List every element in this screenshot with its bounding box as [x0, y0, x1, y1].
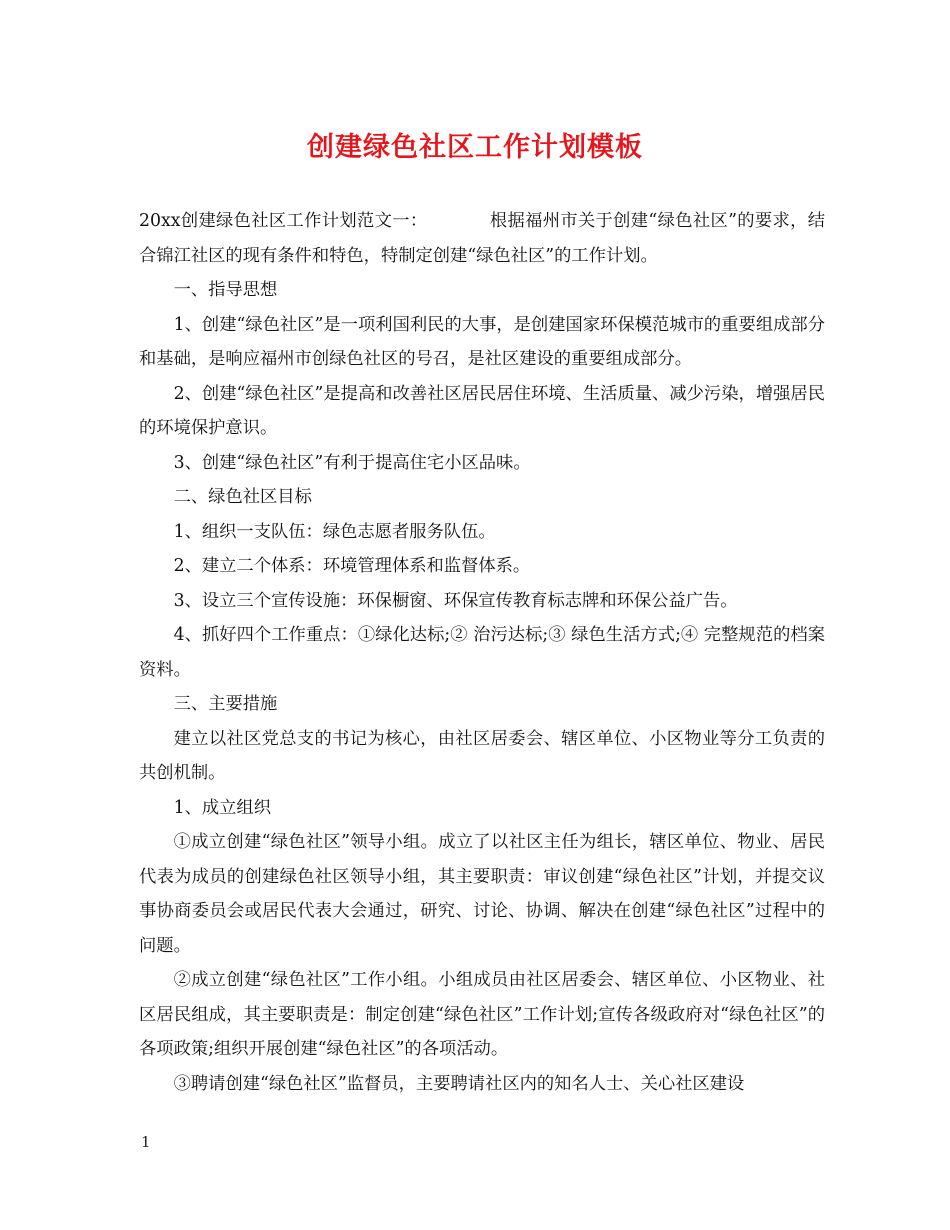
paragraph: 1、创建“绿色社区”是一项利国利民的大事，是创建国家环保模范城市的重要组成部分和基础，是响应福州市创绿色社区的号召，是社区建设的重要组成部分。: [139, 314, 825, 369]
subheading-organization: 1、成立组织: [173, 797, 271, 818]
document-body: [139, 204, 825, 1101]
paragraph: 4、抓好四个工作重点：①绿化达标;② 治污达标;③ 绿色生活方式;④ 完整规范的档案资料。: [139, 625, 825, 680]
intro-lead: 20xx创建绿色社区工作计划范文一：: [139, 211, 428, 231]
paragraph: 2、创建“绿色社区”是提高和改善社区居民居住环境、生活质量、减少污染，增强居民的环境保护意识。: [139, 383, 825, 438]
intro-text: 根据福州市关于创建“绿色社区”的要求，结合锦江社区的现有条件和特色，特制定创建“绿色社区”的工作计划。: [139, 211, 826, 266]
paragraph: ①成立创建“绿色社区”领导小组。成立了以社区主任为组长，辖区单位、物业、居民代表为成员的创建绿色社区领导小组，其主要职责：审议创建“绿色社区”计划，并提交议事协商委员会或居民代表大会通过，研究、讨论、协调、解决在创建“绿色社区”过程中的问题。: [139, 832, 825, 956]
section-heading-measures: 三、主要措施: [173, 694, 278, 714]
paragraph: 3、设立三个宣传设施：环保橱窗、环保宣传教育标志牌和环保公益广告。: [173, 590, 738, 611]
paragraph: 3、创建“绿色社区”有利于提高住宅小区品味。: [173, 452, 531, 473]
section-heading-guiding-thought: 一、指导思想: [173, 280, 278, 300]
intro-paragraph: [139, 204, 825, 273]
page-number: 1: [141, 1133, 151, 1151]
paragraph: ②成立创建“绿色社区”工作小组。小组成员由社区居委会、辖区单位、小区物业、社区居民组成，其主要职责是：制定创建“绿色社区”工作计划;宣传各级政府对“绿色社区”的各项政策;组织开展创建“绿色社区”的各项活动。: [139, 970, 825, 1059]
section-heading-goals: 二、绿色社区目标: [173, 487, 312, 507]
paragraph: 2、建立二个体系：环境管理体系和监督体系。: [173, 556, 531, 576]
paragraph: 建立以社区党总支的书记为核心，由社区居委会、辖区单位、小区物业等分工负责的共创机制。: [139, 728, 825, 783]
paragraph: ③聘请创建“绿色社区”监督员，主要聘请社区内的知名人士、关心社区建设: [173, 1073, 745, 1094]
document-title: 创建绿色社区工作计划模板: [307, 132, 643, 163]
paragraph: 1、组织一支队伍：绿色志愿者服务队伍。: [173, 521, 496, 542]
